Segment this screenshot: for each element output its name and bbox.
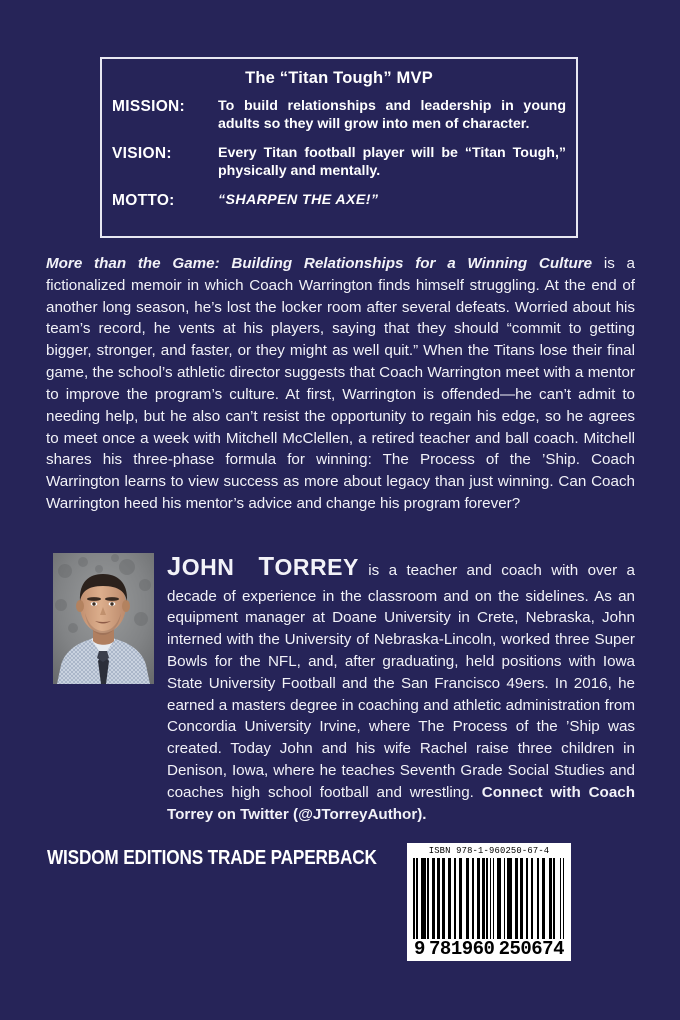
- book-description-body: is a fictionalized memoir in which Coach Warrington finds himself struggling. At the end of another long season, he’s lost the locker room after several defeats. Worried about his team’s record, he vents at his players, saying that they should “commit to getting bigger, stronger, and faster, or they might as well quit.” When the Titans lose their final game, the school’s athletic director suggests that Coach Warrington meet with a mentor to improve the program’s culture. At first, Warrington is offended—he can’t admit to needing help, but he also can’t resist the opportunity to regain his edge, so he agrees to meet once a week with Mitchell McClellen, a retired teacher and ball coach. Mitchell shares his three-phase formula for winning: The Process of the ’Ship. Coach Warrington learns to view success as more about legacy than just winning. Can Coach Warrington heed his mentor’s advice and change his program forever?: [46, 255, 635, 512]
- author-name-last-rest: ORREY: [274, 554, 359, 580]
- author-name: [167, 554, 359, 580]
- author-name-first-initial: J: [167, 553, 182, 581]
- author-bio: [167, 549, 635, 826]
- vision-value: Every Titan football player will be “Titan Tough,” physically and mentally.: [218, 144, 566, 180]
- barcode-digits-right: 250674: [498, 938, 564, 960]
- mvp-row-motto: [112, 191, 566, 211]
- vision-label: VISION:: [112, 144, 172, 162]
- author-bio-text: is a teacher and coach with over a decade of experience in the classroom and on the sidelines. As an equipment manager at Doane University in Crete, Nebraska, John interned with the University of Nebraska-Lincoln, worked three Super Bowls for the NFL, and, after graduating, held positions with Iowa State University Football and the San Francisco 49ers. In 2016, he earned a masters degree in coaching and athletic administration from Concordia University Irvine, where The Process of the ’Ship was created. Today John and his wife Rachel raise three children in Denison, Iowa, where he teaches Seventh Grade Social Studies and coaches high school football and wrestling.: [167, 562, 636, 801]
- mvp-row-mission: [112, 97, 566, 134]
- barcode-digits: [413, 939, 565, 959]
- imprint-label: WISDOM EDITIONS TRADE PAPERBACK: [47, 847, 377, 869]
- barcode-digits-left: 781960: [429, 938, 495, 960]
- mission-value: To build relationships and leadership in young adults so they will grow into men of character.: [218, 98, 566, 133]
- mvp-box-title: The “Titan Tough” MVP: [245, 69, 433, 87]
- book-title: More than the Game: Building Relationships for a Winning Culture: [46, 255, 593, 272]
- book-description: [46, 253, 635, 515]
- motto-value: “SHARPEN THE AXE!”: [218, 191, 379, 208]
- isbn-text: ISBN 978-1-960250-67-4: [428, 845, 550, 856]
- mvp-row-vision: [112, 144, 566, 181]
- isbn-barcode: [407, 843, 571, 961]
- mission-label: MISSION:: [112, 98, 186, 115]
- author-twitter-cta: Connect with Coach Torrey on Twitter (@JTorreyAuthor).: [167, 783, 635, 823]
- titan-tough-mvp-box: [100, 57, 578, 238]
- author-name-first-rest: OHN: [181, 554, 235, 580]
- author-headshot-image: [53, 553, 154, 684]
- barcode-bars: [413, 858, 565, 939]
- author-headshot: [53, 553, 154, 684]
- barcode-digit-lead: 9: [414, 938, 425, 960]
- motto-label: MOTTO:: [112, 191, 175, 209]
- author-name-last-initial: T: [258, 553, 275, 581]
